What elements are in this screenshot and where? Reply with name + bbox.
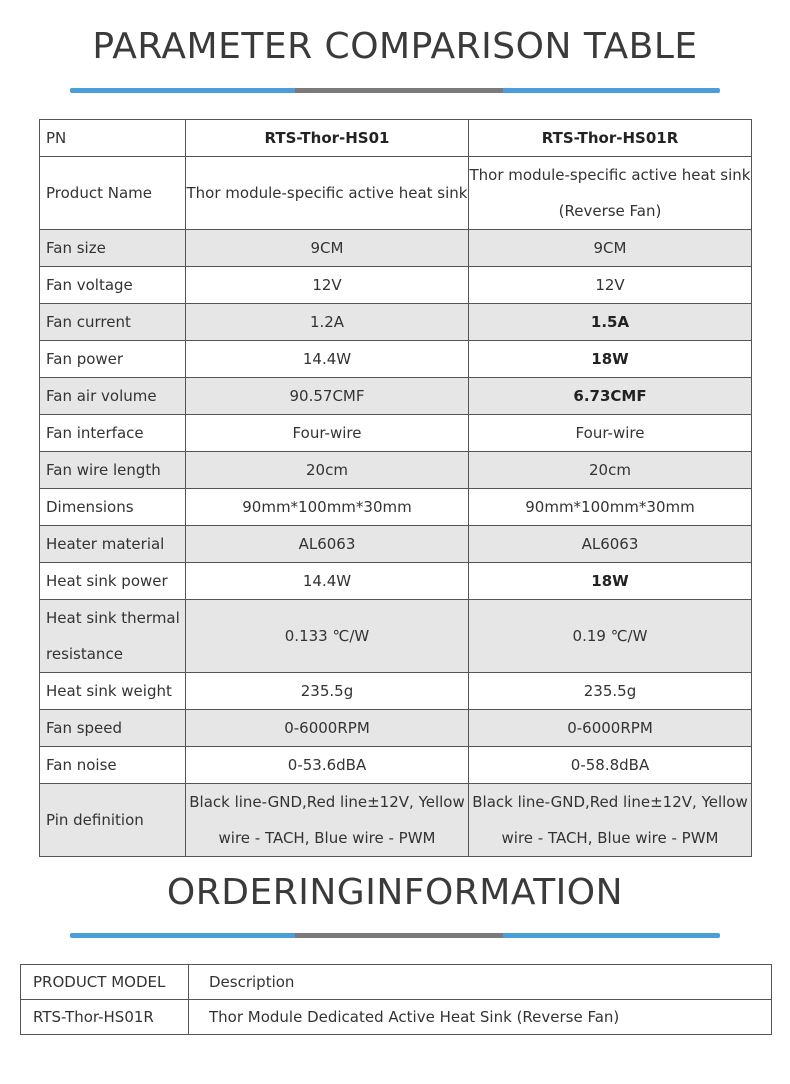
table-row xyxy=(40,157,752,230)
row-label: Heat sink power xyxy=(40,563,186,600)
divider-segment-right xyxy=(503,933,720,938)
rts-thor-hs01r-value: 235.5g xyxy=(469,673,752,710)
table-row xyxy=(40,600,752,673)
rts-thor-hs01r-value: 18W xyxy=(469,341,752,378)
rts-thor-hs01-value: 0-6000RPM xyxy=(186,710,469,747)
rts-thor-hs01-value: Black line-GND,Red line±12V, Yellow wire - TACH, Blue wire - PWM xyxy=(186,784,469,857)
rts-thor-hs01-value: 9CM xyxy=(186,230,469,267)
table-row xyxy=(40,784,752,857)
row-label: Heater material xyxy=(40,526,186,563)
table-row xyxy=(40,489,752,526)
ordering-information-table xyxy=(20,964,772,1035)
rts-thor-hs01r-value: Thor module-specific active heat sink (Reverse Fan) xyxy=(469,157,752,230)
divider-segment-middle xyxy=(295,933,503,938)
rts-thor-hs01r-value: 20cm xyxy=(469,452,752,489)
row-label: Fan power xyxy=(40,341,186,378)
rts-thor-hs01r-value: Four-wire xyxy=(469,415,752,452)
product-model-header: PRODUCT MODEL xyxy=(21,965,189,1000)
table-row xyxy=(40,415,752,452)
description-header: Description xyxy=(189,965,772,1000)
table-row xyxy=(40,304,752,341)
row-label: Fan speed xyxy=(40,710,186,747)
rts-thor-hs01r-value: 6.73CMF xyxy=(469,378,752,415)
rts-thor-hs01-value: AL6063 xyxy=(186,526,469,563)
table-row xyxy=(40,267,752,304)
table-row xyxy=(40,378,752,415)
divider-segment-left xyxy=(70,933,295,938)
product-model-cell: RTS-Thor-HS01R xyxy=(21,1000,189,1035)
row-label: Fan size xyxy=(40,230,186,267)
table-row xyxy=(40,747,752,784)
rts-thor-hs01-value: 0-53.6dBA xyxy=(186,747,469,784)
row-label: Heat sink thermal resistance xyxy=(40,600,186,673)
rts-thor-hs01r-value: 90mm*100mm*30mm xyxy=(469,489,752,526)
title-divider xyxy=(70,933,720,938)
table-row xyxy=(40,230,752,267)
row-label: Pin definition xyxy=(40,784,186,857)
table-row xyxy=(40,341,752,378)
row-label: Fan interface xyxy=(40,415,186,452)
row-label: Dimensions xyxy=(40,489,186,526)
table-row xyxy=(40,526,752,563)
divider-segment-middle xyxy=(295,88,503,93)
parameter-comparison-table xyxy=(39,119,752,857)
title-divider xyxy=(70,88,720,93)
rts-thor-hs01-value: 14.4W xyxy=(186,341,469,378)
rts-thor-hs01-value: 12V xyxy=(186,267,469,304)
rts-thor-hs01-value: 90mm*100mm*30mm xyxy=(186,489,469,526)
rts-thor-hs01-value: 90.57CMF xyxy=(186,378,469,415)
divider-segment-left xyxy=(70,88,295,93)
row-label: Heat sink weight xyxy=(40,673,186,710)
rts-thor-hs01r-value: 18W xyxy=(469,563,752,600)
rts-thor-hs01-value: 14.4W xyxy=(186,563,469,600)
table-header-row xyxy=(40,120,752,157)
divider-segment-right xyxy=(503,88,720,93)
table-row xyxy=(40,452,752,489)
order-row xyxy=(21,1000,772,1035)
row-label: Fan wire length xyxy=(40,452,186,489)
table-row xyxy=(40,563,752,600)
table-row xyxy=(40,710,752,747)
ordering-information-title: ORDERINGINFORMATION xyxy=(166,872,624,913)
rts-thor-hs01r-value: 0-58.8dBA xyxy=(469,747,752,784)
rts-thor-hs01r-value: 12V xyxy=(469,267,752,304)
rts-thor-hs01r-value: AL6063 xyxy=(469,526,752,563)
rts-thor-hs01-value: 20cm xyxy=(186,452,469,489)
rts-thor-hs01-value: Thor module-specific active heat sink xyxy=(186,157,469,230)
rts-thor-hs01-value: 1.2A xyxy=(186,304,469,341)
rts-thor-hs01r-value: 0-6000RPM xyxy=(469,710,752,747)
rts-thor-hs01r-value: 1.5A xyxy=(469,304,752,341)
rts-thor-hs01-value: Four-wire xyxy=(186,415,469,452)
row-label: Fan current xyxy=(40,304,186,341)
parameter-comparison-title: PARAMETER COMPARISON TABLE xyxy=(92,26,698,67)
rts-thor-hs01-value: RTS-Thor-HS01 xyxy=(186,120,469,157)
description-cell: Thor Module Dedicated Active Heat Sink (Reverse Fan) xyxy=(189,1000,772,1035)
row-label: Fan noise xyxy=(40,747,186,784)
row-label: Fan voltage xyxy=(40,267,186,304)
rts-thor-hs01r-value: RTS-Thor-HS01R xyxy=(469,120,752,157)
row-label: Fan air volume xyxy=(40,378,186,415)
rts-thor-hs01r-value: Black line-GND,Red line±12V, Yellow wire - TACH, Blue wire - PWM xyxy=(469,784,752,857)
rts-thor-hs01r-value: 0.19 ℃/W xyxy=(469,600,752,673)
rts-thor-hs01-value: 0.133 ℃/W xyxy=(186,600,469,673)
order-header-row xyxy=(21,965,772,1000)
rts-thor-hs01-value: 235.5g xyxy=(186,673,469,710)
table-row xyxy=(40,673,752,710)
row-label: Product Name xyxy=(40,157,186,230)
row-label: PN xyxy=(40,120,186,157)
rts-thor-hs01r-value: 9CM xyxy=(469,230,752,267)
